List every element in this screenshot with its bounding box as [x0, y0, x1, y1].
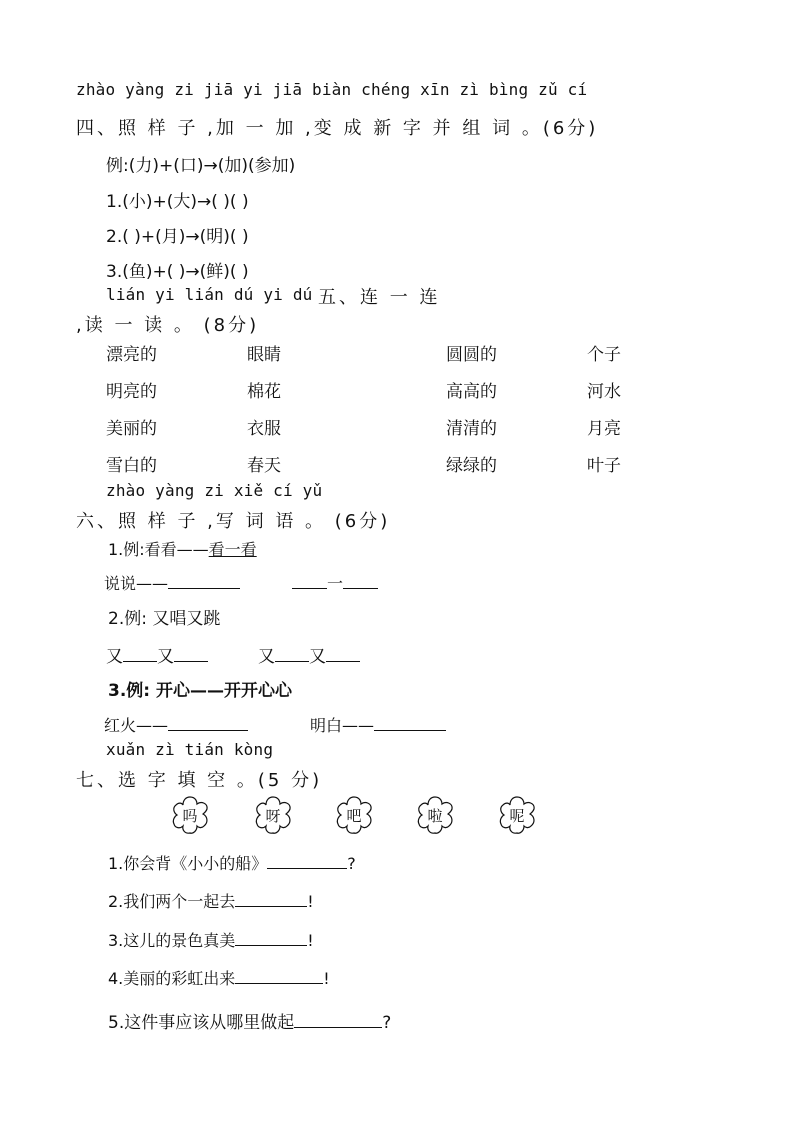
- sec7-q4-text: 4.美丽的彩虹出来: [108, 969, 236, 988]
- sec7-q2-text: 2.我们两个一起去: [108, 892, 236, 911]
- sec4-q2: 2.( )+(月)→(明)( ): [106, 227, 249, 247]
- sec7-q2: [108, 889, 314, 912]
- sec5-col1-0: 漂亮的: [106, 345, 157, 365]
- answer-blank[interactable]: [275, 647, 309, 662]
- sec7-q5-end: ?: [382, 1013, 392, 1033]
- sec5-col2-0: 眼睛: [247, 345, 281, 365]
- sec6-ex2: 2.例: 又唱又跳: [108, 609, 221, 629]
- sec5-col1-1: 明亮的: [106, 382, 157, 402]
- sec6-ex3-q1-label: 红火——: [104, 716, 169, 735]
- sec7-q3-end: !: [307, 931, 314, 950]
- sec5-col2-2: 衣服: [247, 419, 281, 439]
- option-label: 呀: [265, 807, 281, 825]
- sec7-heading: 七、选 字 填 空 。(5 分): [76, 770, 323, 791]
- option-flower: [412, 794, 458, 836]
- answer-blank[interactable]: [294, 1013, 382, 1028]
- sec7-q1-end: ?: [347, 854, 356, 873]
- sec6-ex3-q2-label: 明白——: [310, 716, 375, 735]
- sec5-col3-2: 清清的: [446, 419, 497, 439]
- sec6-ex1-mid: 一: [327, 574, 344, 593]
- sec5-col1-3: 雪白的: [106, 456, 157, 476]
- sec5-col2-1: 棉花: [247, 382, 281, 402]
- sec5-col1-2: 美丽的: [106, 419, 157, 439]
- answer-blank[interactable]: [235, 969, 323, 984]
- sec6-ex1-answer: 看一看: [208, 540, 257, 559]
- sec4-pinyin: zhào yàng zi jiā yi jiā biàn chéng xīn zì bìng zǔ cí: [76, 80, 588, 99]
- answer-blank[interactable]: [235, 892, 307, 907]
- you-char: 又: [258, 647, 275, 667]
- sec7-q3: [108, 928, 314, 951]
- option-label: 啦: [427, 807, 443, 825]
- sec7-q1-text: 1.你会背《小小的船》: [108, 854, 268, 873]
- you-char: 又: [106, 647, 123, 667]
- option-flower: [167, 794, 213, 836]
- sec5-col4-1: 河水: [587, 382, 621, 402]
- option-flower: [494, 794, 540, 836]
- answer-blank[interactable]: [267, 854, 347, 869]
- sec4-q3: 3.(鱼)+( )→(鲜)( ): [106, 262, 249, 282]
- sec6-ex1: [108, 537, 257, 560]
- sec5-col3-0: 圆圆的: [446, 345, 497, 365]
- sec5-heading-a: 五、连 一 连: [318, 287, 441, 308]
- sec5-col4-2: 月亮: [587, 419, 621, 439]
- sec7-q5: [108, 1008, 391, 1033]
- sec7-pinyin: xuǎn zì tián kòng: [106, 740, 274, 759]
- you-char: 又: [157, 647, 174, 667]
- sec6-ex3-q1: [104, 713, 248, 736]
- sec6-ex1-q2: [292, 571, 378, 594]
- sec6-ex3-q2: [310, 713, 446, 736]
- sec6-ex2-q1: [106, 642, 208, 667]
- answer-blank[interactable]: [168, 574, 240, 589]
- you-char: 又: [309, 647, 326, 667]
- option-label: 吗: [182, 807, 198, 825]
- answer-blank[interactable]: [168, 716, 248, 731]
- answer-blank[interactable]: [235, 931, 307, 946]
- sec5-col4-0: 个子: [587, 345, 621, 365]
- sec4-heading: 四、照 样 子 ,加 一 加 ,变 成 新 字 并 组 词 。(6分): [76, 118, 599, 139]
- sec6-ex1-prefix: 1.例:看看——: [108, 540, 209, 559]
- sec7-q3-text: 3.这儿的景色真美: [108, 931, 236, 950]
- sec7-q1: [108, 851, 356, 874]
- sec7-q2-end: !: [307, 892, 314, 911]
- answer-blank[interactable]: [374, 716, 446, 731]
- sec5-pinyin: lián yi lián dú yi dú: [106, 285, 313, 304]
- sec6-ex2-q2: [258, 642, 360, 667]
- sec5-col2-3: 春天: [247, 456, 281, 476]
- sec6-ex1-q-label: 说说——: [104, 574, 169, 593]
- sec6-ex3: 3.例: 开心——开开心心: [108, 681, 293, 701]
- sec4-example: 例:(力)+(口)→(加)(参加): [106, 156, 296, 176]
- sec5-col3-1: 高高的: [446, 382, 497, 402]
- sec4-q1: 1.(小)+(大)→( )( ): [106, 192, 249, 212]
- option-flower: [331, 794, 377, 836]
- sec6-ex1-q: [104, 571, 240, 594]
- option-label: 吧: [346, 807, 362, 825]
- sec7-q4-end: !: [323, 969, 330, 988]
- option-flower: [250, 794, 296, 836]
- sec7-q5-text: 5.这件事应该从哪里做起: [108, 1013, 295, 1033]
- option-label: 呢: [509, 807, 525, 825]
- sec6-pinyin: zhào yàng zi xiě cí yǔ: [106, 481, 323, 500]
- sec7-q4: [108, 966, 330, 989]
- sec5-heading-b: ,读 一 读 。 (8分): [76, 315, 260, 336]
- answer-blank[interactable]: [123, 647, 157, 662]
- sec6-heading: 六、照 样 子 ,写 词 语 。 (6分): [76, 511, 391, 532]
- sec5-col3-3: 绿绿的: [446, 456, 497, 476]
- answer-blank[interactable]: [343, 574, 378, 589]
- answer-blank[interactable]: [326, 647, 360, 662]
- answer-blank[interactable]: [292, 574, 327, 589]
- sec5-col4-3: 叶子: [587, 456, 621, 476]
- answer-blank[interactable]: [174, 647, 208, 662]
